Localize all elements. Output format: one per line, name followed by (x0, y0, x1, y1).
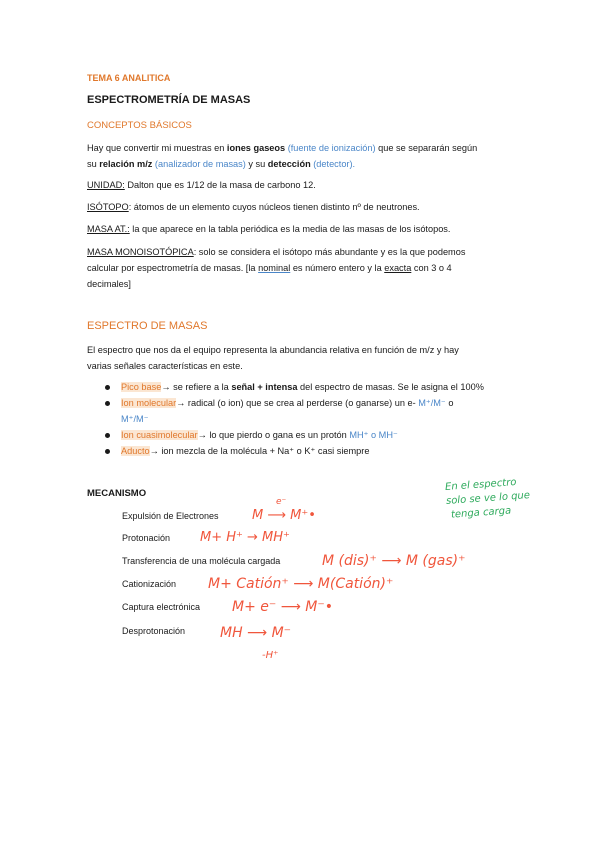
intro-text-4: y su (245, 159, 268, 169)
ion-cuasi-term: Ion cuasimolecular (121, 430, 198, 440)
pico-base-text: → se refiere a la (161, 382, 232, 392)
def-masa-label: MASA AT.: (87, 224, 130, 234)
page-title: ESPECTROMETRÍA DE MASAS (87, 94, 251, 106)
espectro-text-2: varias señales características en este. (87, 361, 243, 371)
mechanism-formula: MH ⟶ M⁻ (220, 625, 292, 641)
bullet-dot (105, 385, 110, 390)
mechanism-label: Desprotonación (122, 626, 186, 636)
intro-paragraph (87, 140, 527, 172)
intro-detector: (detector). (310, 159, 356, 169)
ion-cuasi-text: → lo que pierdo o gana es un protón (197, 430, 350, 440)
def-mono-label: MASA MONOISOTÓPICA (87, 247, 194, 257)
topic-label: TEMA 6 ANALITICA (87, 73, 171, 83)
pico-base-term: Pico base (121, 382, 162, 392)
bullet-dot (105, 449, 110, 454)
mechanism-above: e⁻ (276, 497, 287, 507)
bullet-pico-base (121, 379, 484, 395)
mechanism-label: Protonación (122, 533, 171, 543)
def-isotopo-text: : átomos de un elemento cuyos núcleos tienen distinto nº de neutrones. (128, 202, 420, 212)
ion-molecular-text: → radical (o ion) que se crea al perderse (o ganarse) un e- (176, 398, 419, 408)
def-exacta: exacta (384, 263, 412, 273)
intro-text: Hay que convertir mi muestras en (87, 143, 227, 153)
ion-molecular-formula-2: M⁺/M⁻ (121, 414, 149, 424)
mechanism-formula: M+ H⁺ → MH⁺ (200, 530, 290, 545)
pico-base-text-2: del espectro de masas. Se le asigna el 100% (297, 382, 484, 392)
intro-deteccion: detección (267, 159, 311, 169)
mechanism-label: Cationización (122, 579, 177, 589)
bullet-ion-molecular (121, 395, 531, 427)
section-heading-conceptos: CONCEPTOS BÁSICOS (87, 120, 192, 131)
mechanism-formula: M (dis)⁺ ⟶ M (gas)⁺ (322, 553, 466, 569)
def-unidad-text: Dalton que es 1/12 de la masa de carbono 12. (124, 180, 316, 190)
def-mono-text-3: decimales] (87, 279, 131, 289)
note-line: solo se ve lo que (445, 490, 531, 507)
aducto-term: Aducto (121, 446, 150, 456)
note-line: En el espectro (444, 476, 517, 493)
def-masa-text: la que aparece en la tabla periódica es la media de las masas de los isótopos. (129, 224, 451, 234)
mechanism-label: Captura electrónica (122, 602, 201, 612)
handwritten-note (445, 475, 532, 523)
bullet-dot (105, 401, 110, 406)
espectro-text-1: El espectro que nos da el equipo representa la abundancia relativa en función de m/z y hay (87, 345, 459, 355)
intro-iones: iones gaseos (226, 143, 286, 153)
ion-molecular-text-2: o (445, 398, 454, 408)
section-heading-espectro: ESPECTRO DE MASAS (87, 320, 208, 332)
pico-base-bold: señal + intensa (231, 382, 298, 392)
def-mono-text-2c: con 3 o 4 (411, 263, 452, 273)
bullet-dot (105, 433, 110, 438)
ion-cuasi-formula: MH⁺ o MH⁻ (349, 430, 398, 440)
def-isotopo (87, 199, 420, 215)
def-mono-text-2a: calcular por espectrometría de masas. [la (87, 263, 259, 273)
section-heading-mecanismo: MECANISMO (87, 488, 147, 499)
def-unidad-label: UNIDAD: (87, 180, 125, 190)
ion-molecular-term: Ion molecular (121, 398, 177, 408)
def-mono-text-2b: es número entero y la (290, 263, 385, 273)
aducto-text: → ion mezcla de la molécula + Na⁺ o K⁺ casi siempre (149, 446, 370, 456)
bullet-aducto (121, 443, 369, 459)
espectro-paragraph (87, 342, 527, 374)
mechanism-label: Expulsión de Electrones (122, 511, 219, 521)
def-mono-text-1: : solo se considera el isótopo más abundante y es la que podemos (193, 247, 466, 257)
def-nominal: nominal (258, 263, 291, 273)
def-masa-at (87, 221, 450, 237)
intro-relacion: relación m/z (99, 159, 153, 169)
intro-analizador: (analizador de masas) (152, 159, 246, 169)
ion-molecular-formula: M⁺/M⁻ (418, 398, 446, 408)
mechanism-formula: M ⟶ M⁺• (252, 508, 316, 523)
mechanism-formula: M+ Catión⁺ ⟶ M(Catión)⁺ (208, 576, 394, 592)
intro-fuente: (fuente de ionización) (285, 143, 376, 153)
intro-text-2: que se separarán según (375, 143, 478, 153)
def-isotopo-label: ISÓTOPO (87, 202, 129, 212)
note-line: tenga carga (450, 505, 512, 521)
def-unidad (87, 177, 316, 193)
intro-text-3: su (87, 159, 100, 169)
bullet-ion-cuasimolecular (121, 427, 398, 443)
mechanism-label: Transferencia de una molécula cargada (122, 556, 281, 566)
mechanism-formula: M+ e⁻ ⟶ M⁻• (232, 599, 333, 615)
mechanism-below: -H⁺ (262, 650, 279, 661)
def-monoisotopica (87, 244, 527, 292)
